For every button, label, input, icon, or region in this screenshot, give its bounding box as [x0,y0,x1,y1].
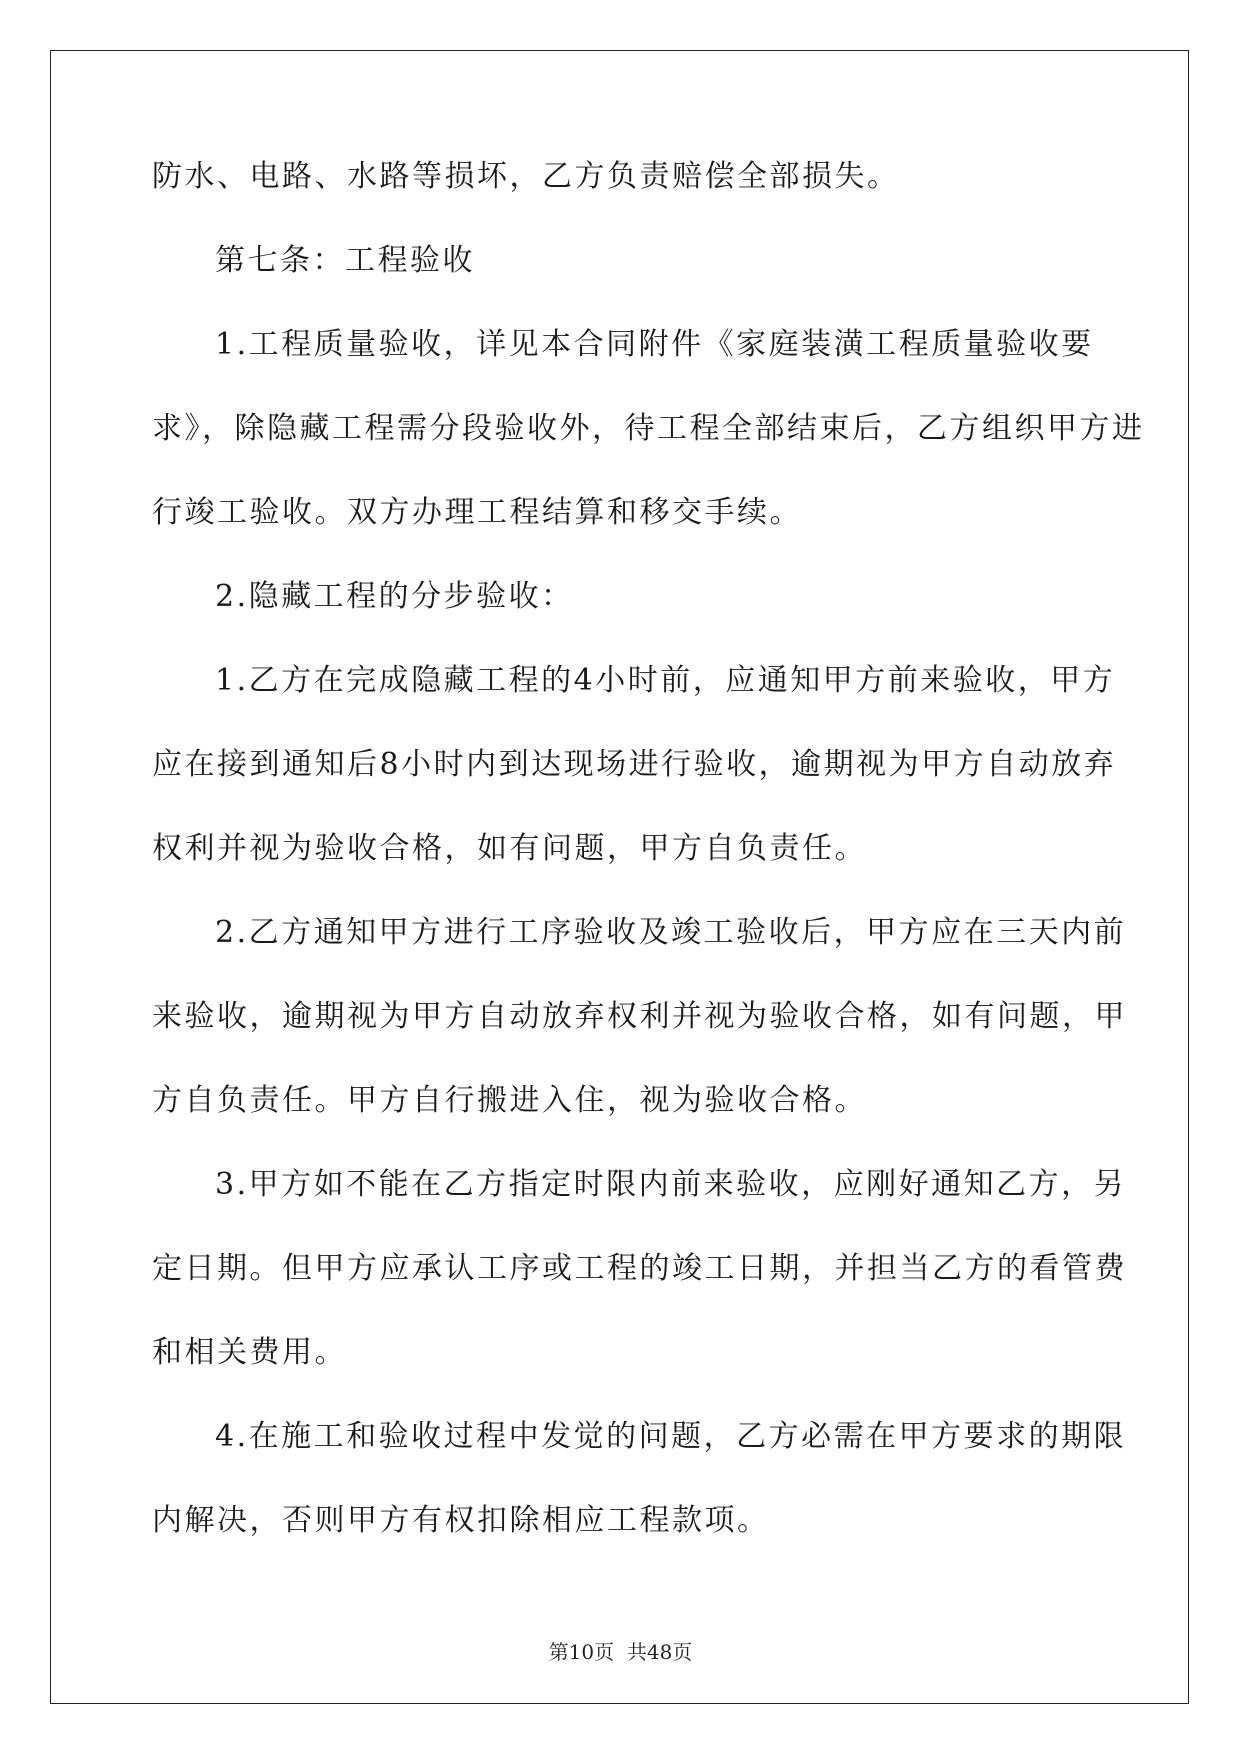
text-line: 和相关费用。 [152,1335,347,1370]
text-line: 1.乙方在完成隐藏工程的4小时前，应通知甲方前来验收，甲方 [215,663,1116,698]
text-line: 2.隐藏工程的分步验收： [215,579,574,614]
text-line: 2.乙方通知甲方进行工序验收及竣工验收后，甲方应在三天内前 [215,915,1127,950]
text-line: 权利并视为验收合格，如有问题，甲方自负责任。 [152,831,867,866]
text-line: 1.工程质量验收，详见本合同附件《家庭装潢工程质量验收要 [215,327,1094,362]
text-line: 3.甲方如不能在乙方指定时限内前来验收，应刚好通知乙方，另 [215,1167,1127,1202]
page-number-footer [0,1640,1241,1664]
text-line: 行竣工验收。双方办理工程结算和移交手续。 [152,495,802,530]
text-line: 防水、电路、水路等损坏，乙方负责赔偿全部损失。 [152,159,900,194]
text-line: 来验收，逾期视为甲方自动放弃权利并视为验收合格，如有问题，甲 [152,999,1127,1034]
page-number-label: 第10页 共48页 [548,1640,693,1664]
text-line: 方自负责任。甲方自行搬进入住，视为验收合格。 [152,1083,867,1118]
text-line: 内解决，否则甲方有权扣除相应工程款项。 [152,1503,770,1538]
text-line: 4.在施工和验收过程中发觉的问题，乙方必需在甲方要求的期限 [215,1419,1127,1454]
text-line: 应在接到通知后8小时内到达现场进行验收，逾期视为甲方自动放弃 [152,747,1117,782]
text-line: 定日期。但甲方应承认工序或工程的竣工日期，并担当乙方的看管费 [152,1251,1127,1286]
document-body [152,159,1145,1588]
section-heading: 第七条：工程验收 [215,243,475,278]
text-line: 求》，除隐藏工程需分段验收外，待工程全部结束后，乙方组织甲方进 [152,411,1145,446]
